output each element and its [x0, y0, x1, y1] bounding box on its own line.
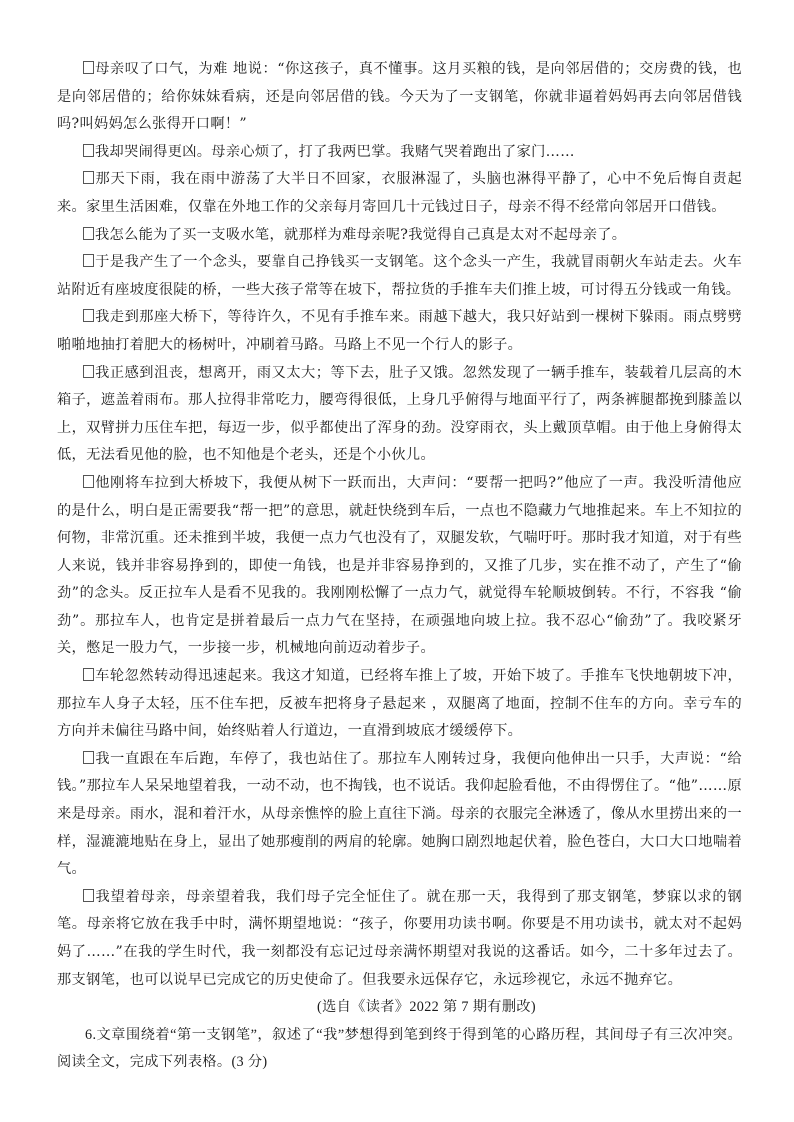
paragraph-marker-icon — [83, 254, 94, 267]
paragraph-8 — [57, 470, 742, 663]
paragraph-7 — [57, 360, 742, 470]
source-citation: (选自《读者》2022 第 7 期有删改) — [317, 999, 536, 1016]
paragraph-marker-icon — [83, 889, 94, 902]
paragraph-text: 母亲叹了口气，为难 地说：“你这孩子，真不懂事。这月买粮的钱，是向邻居借的；交房费的钱，也是向邻居借的；给你妹妹看病，还是向邻居借的钱。今天为了一支钢笔，你就非逼着妈妈再去向邻居借钱吗?叫妈妈怎么张得开口啊！” — [57, 61, 742, 133]
paragraph-marker-icon — [83, 144, 94, 157]
paragraph-10 — [57, 746, 742, 884]
paragraph-text: 我却哭闹得更凶。母亲心烦了，打了我两巴掌。我赌气哭着跑出了家门…… — [95, 143, 575, 160]
paragraph-4 — [57, 222, 742, 250]
paragraph-marker-icon — [83, 227, 94, 240]
paragraph-text: 我走到那座大桥下，等待许久，不见有手推车来。雨越下越大，我只好站到一棵树下躲雨。雨点劈劈啪啪地抽打着肥大的杨树叶，冲刷着马路。马路上不见一个行人的影子。 — [57, 309, 742, 353]
paragraph-11 — [57, 884, 742, 994]
paragraph-text: 车轮忽然转动得迅速起来。我这才知道，已经将车推上了坡，开始下坡了。手推车飞快地朝坡下冲，那拉车人身子太轻，压不住车把，反被车把将身子悬起来 ，双腿离了地面，控制不住车的方向。幸亏车的方向并未偏往马路中间，始终贴着人行道边，一直滑到坡底才缓缓停下。 — [57, 668, 742, 740]
paragraph-text: 那天下雨，我在雨中游荡了大半日不回家，衣服淋湿了，头脑也淋得平静了，心中不免后悔自责起来。家里生活困难，仅靠在外地工作的父亲每月寄回几十元钱过日子，母亲不得不经常向邻居开口借钱。 — [57, 171, 742, 215]
paragraph-marker-icon — [83, 668, 94, 681]
paragraph-text: 他刚将车拉到大桥坡下，我便从树下一跃而出，大声问：“要帮一把吗?”他应了一声。我没听清他应的是什么，明白是正需要我“帮一把”的意思，就赶快绕到车后，一点也不隐藏力气地推起来。车上不知拉的何物，非常沉重。还未推到半坡，我便一点力气也没有了，双腿发软，气喘吁吁。那时我才知道，对于有些人来说，钱并非容易挣到的，即使一角钱，也是并非容易挣到的，又推了几步，实在推不动了，产生了“偷劲”的念头。反正拉车人是看不见我的。我刚刚松懈了一点力气，就觉得车轮顺坡倒转。不行，不容我 “偷劲”。那拉车人，也肯定是拼着最后一点力气在坚持，在顽强地向坡上拉。我不忍心“偷劲”了。我咬紧牙关，憋足一股力气，一步接一步，机械地向前迈动着步子。 — [57, 474, 742, 657]
paragraph-marker-icon — [83, 751, 94, 764]
paragraph-3 — [57, 166, 742, 221]
paragraph-1 — [57, 56, 742, 139]
paragraph-marker-icon — [83, 309, 94, 322]
paragraph-marker-icon — [83, 171, 94, 184]
paragraph-9 — [57, 663, 742, 746]
paragraph-text: 于是我产生了一个念头，要靠自己挣钱买一支钢笔。这个念头一产生，我就冒雨朝火车站走去。火车站附近有座坡度很陡的桥，一些大孩子常等在坡下，帮拉货的手推车夫们推上坡，可讨得五分钱或一角钱。 — [57, 254, 742, 298]
paragraph-marker-icon — [83, 61, 94, 74]
paragraph-2 — [57, 139, 742, 167]
paragraph-marker-icon — [83, 365, 94, 378]
paragraph-text: 我正感到沮丧，想离开，雨又太大；等下去，肚子又饿。忽然发现了一辆手推车，装载着几层高的木箱子，遮盖着雨布。那人拉得非常吃力，腰弯得很低，上身几乎俯得与地面平行了，两条裤腿都挽到膝盖以上，双臂拼力压住车把，每迈一步，似乎都使出了浑身的劲。没穿雨衣，头上戴顶草帽。由于他上身俯得太低，无法看见他的脸，也不知他是个老头，还是个小伙儿。 — [57, 364, 742, 464]
paragraph-5 — [57, 249, 742, 304]
paragraph-marker-icon — [83, 475, 94, 488]
paragraph-text: 我一直跟在车后跑，车停了，我也站住了。那拉车人刚转过身，我便向他伸出一只手，大声说：“给钱。”那拉车人呆呆地望着我，一动不动，也不掏钱，也不说话。我仰起脸看他，不由得愣住了。“他”……原来是母亲。雨水，混和着汗水，从母亲憔悴的脸上直往下淌。母亲的衣服完全淋透了，像从水里捞出来的一样，湿漉漉地贴在身上，显出了她那瘦削的两肩的轮廓。她胸口剧烈地起伏着，脸色苍白，大口大口地喘着气。 — [57, 750, 742, 878]
paragraph-6 — [57, 304, 742, 359]
question-6: 6.文章围绕着“第一支钢笔”，叙述了“我”梦想得到笔到终于得到笔的心路历程，其间母子有三次冲突。阅读全文，完成下列表格。(3 分) — [57, 1026, 742, 1071]
paragraph-text: 我怎么能为了买一支吸水笔，就那样为难母亲呢?我觉得自己真是太对不起母亲了。 — [95, 226, 627, 243]
paragraph-text: 我望着母亲，母亲望着我，我们母子完全怔住了。就在那一天，我得到了那支钢笔，梦寐以求的钢笔。母亲将它放在我手中时，满怀期望地说：“孩子，你要用功读书啊。你要是不用功读书，就太对不起妈妈了……”在我的学生时代，我一刻都没有忘记过母亲满怀期望对我说的这番话。如今，二十多年过去了。那支钢笔，也可以说早已完成它的历史使命了。但我要永远保存它，永远珍视它，永远不抛弃它。 — [57, 888, 742, 988]
